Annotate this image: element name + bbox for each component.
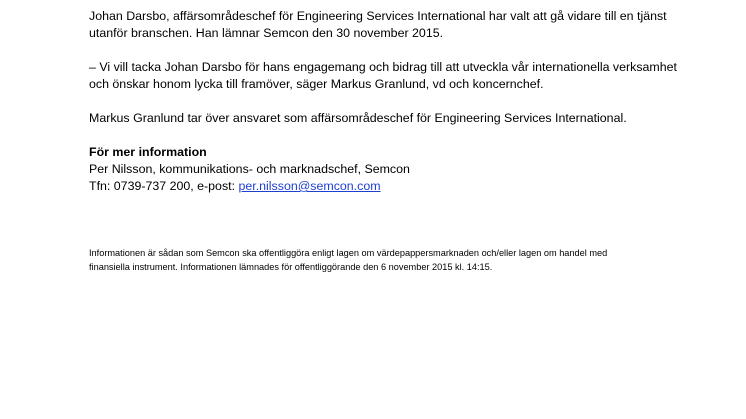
- paragraph-spacer: [89, 42, 709, 59]
- disclosure-footnote: [89, 246, 709, 274]
- paragraph-departure-line-2: utanför branschen. Han lämnar Semcon den 30 november 2015.: [89, 26, 444, 40]
- footnote-line-1: Informationen är sådan som Semcon ska offentliggöra enligt lagen om värdepappersmarknaden och/eller lagen om handel med: [89, 248, 608, 258]
- paragraph-departure-line-1: Johan Darsbo, affärsområdeschef för Engineering Services International har valt att gå vidare till en tjänst: [89, 9, 667, 23]
- paragraph-succession: Markus Granlund tar över ansvaret som affärsområdeschef för Engineering Services International.: [89, 111, 627, 125]
- footnote-line-2: finansiella instrument. Informationen lämnades för offentliggörande den 6 november 2015 kl. 14:15.: [89, 262, 493, 272]
- contact-phone: Tfn: 0739-737 200, e-post:: [89, 179, 239, 193]
- paragraph-spacer: [89, 127, 709, 144]
- contact-details: [89, 178, 709, 195]
- paragraph-spacer: [89, 93, 709, 110]
- contact-heading: För mer information: [89, 145, 207, 159]
- contact-email-link[interactable]: per.nilsson@semcon.com: [238, 179, 381, 193]
- contact-person: Per Nilsson, kommunikations- och marknadschef, Semcon: [89, 162, 410, 176]
- document-body: [89, 8, 709, 195]
- paragraph-quote-line-2: och önskar honom lycka till framöver, säger Markus Granlund, vd och koncernchef.: [89, 77, 544, 91]
- paragraph-quote-line-1: – Vi vill tacka Johan Darsbo för hans engagemang och bidrag till att utveckla vår internationella verksamhet: [89, 60, 677, 74]
